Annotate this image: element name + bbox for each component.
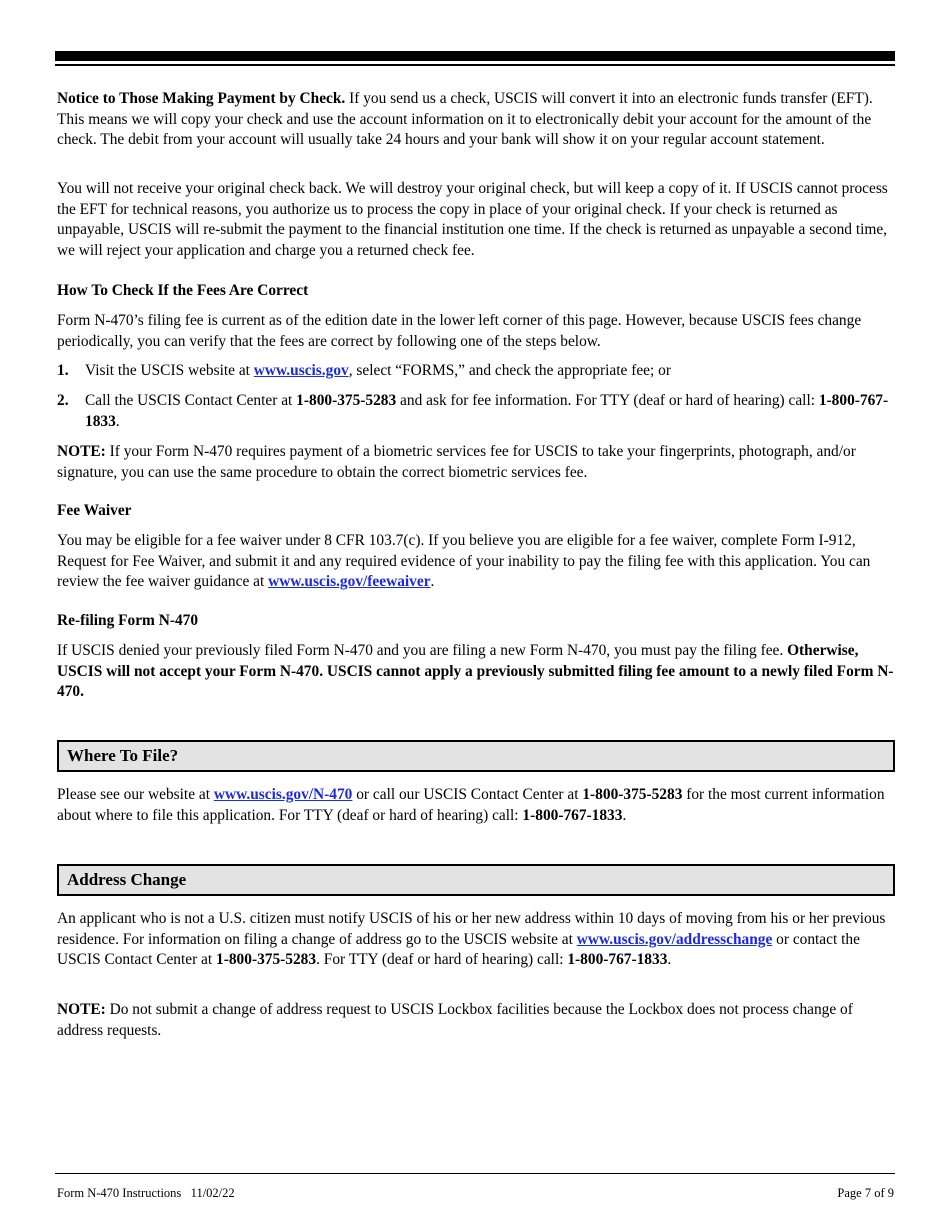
uscis-website-link[interactable]: www.uscis.gov xyxy=(253,362,349,379)
contact-center-phone: 1-800-375-5283 xyxy=(296,392,397,409)
fee-waiver-paragraph: You may be eligible for a fee waiver under 8 CFR 103.7(c). If you believe you are eligible for a fee waiver, complete Form I-912, Request for Fee Waiver, and submit it and any required evidence of your inability to pay the filing fee with this application. You can review the fee waiver guidance at www.uscis.gov/feewaiver. xyxy=(57,532,871,590)
lockbox-note: NOTE: Do not submit a change of address request to USCIS Lockbox facilities because the Lockbox does not process change of address requests. xyxy=(57,1001,853,1039)
where-to-file-paragraph: Please see our website at www.uscis.gov/N-470 or call our USCIS Contact Center at 1-800-375-5283 for the most current information about where to file this application. For TTY (deaf or hard of hearing) call: 1-800-767-1833. xyxy=(57,786,885,824)
header-rule-thin xyxy=(55,64,895,66)
footer-form-edition: Form N-470 Instructions 11/02/22 xyxy=(57,1186,235,1200)
notice-title: Notice to Those Making Payment by Check. xyxy=(57,90,346,107)
fees-step-2: 2. Call the USCIS Contact Center at 1-800-375-5283 and ask for fee information. For TTY (deaf or hard of hearing) call: 1-800-767-1833. xyxy=(57,392,889,430)
fees-step-1: 1. Visit the USCIS website at www.uscis.gov, select “FORMS,” and check the appropriate fee; or xyxy=(57,362,671,379)
n470-page-link[interactable]: www.uscis.gov/N-470 xyxy=(213,786,353,803)
notice-paragraph: Notice to Those Making Payment by Check. If you send us a check, USCIS will convert it into an electronic funds transfer (EFT). This means we will copy your check and use the account information on it to electronically debit your account for the amount of the check. The debit from your account will usually take 24 hours and your bank will show it on your regular account statement. xyxy=(57,90,873,148)
address-change-section-header: Address Change xyxy=(57,864,895,896)
address-change-paragraph: An applicant who is not a U.S. citizen must notify USCIS of his or her new address within 10 days of moving from his or her previous residence. For information on filing a change of address go to the USCIS website at www.uscis.gov/addresschange or contact the USCIS Contact Center at 1-800-375-5283. For TTY (deaf or hard of hearing) call: 1-800-767-1833. xyxy=(57,910,886,968)
footer-page-number: Page 7 of 9 xyxy=(837,1186,894,1200)
address-change-link[interactable]: www.uscis.gov/addresschange xyxy=(576,930,773,948)
fee-waiver-heading: Fee Waiver xyxy=(57,502,132,519)
fees-check-heading: How To Check If the Fees Are Correct xyxy=(57,282,309,299)
biometric-note: NOTE: If your Form N-470 requires payment of a biometric services fee for USCIS to take your fingerprints, photograph, and/or signature, you can use the same procedure to obtain the correct biometric services fee. xyxy=(57,443,856,481)
where-to-file-section-header: Where To File? xyxy=(57,740,895,772)
header-rule-thick xyxy=(55,51,895,61)
notice-paragraph-2: You will not receive your original check back. We will destroy your original check, but will keep a copy of it. If USCIS cannot process the EFT for technical reasons, you authorize us to process the copy in place of your original check. If your check is returned as unpayable, USCIS will re-submit the payment to the financial institution one time. If the check is returned as unpayable a second time, we will reject your application and charge you a returned check fee. xyxy=(57,180,888,259)
fee-waiver-link[interactable]: www.uscis.gov/feewaiver xyxy=(268,573,431,590)
fees-check-intro: Form N-470’s filing fee is current as of the edition date in the lower left corner of this page. However, because USCIS fees change periodically, you can verify that the fees are correct by following one of the steps below. xyxy=(57,312,862,350)
footer-rule xyxy=(55,1173,895,1174)
refiling-paragraph: If USCIS denied your previously filed Form N-470 and you are filing a new Form N-470, you must pay the filing fee. Otherwise, USCIS will not accept your Form N-470. USCIS cannot apply a previously submitted filing fee amount to a newly filed Form N-470. xyxy=(57,642,894,700)
refiling-heading: Re-filing Form N-470 xyxy=(57,612,199,629)
tty-phone: 1-800-767-1833 xyxy=(85,392,889,430)
